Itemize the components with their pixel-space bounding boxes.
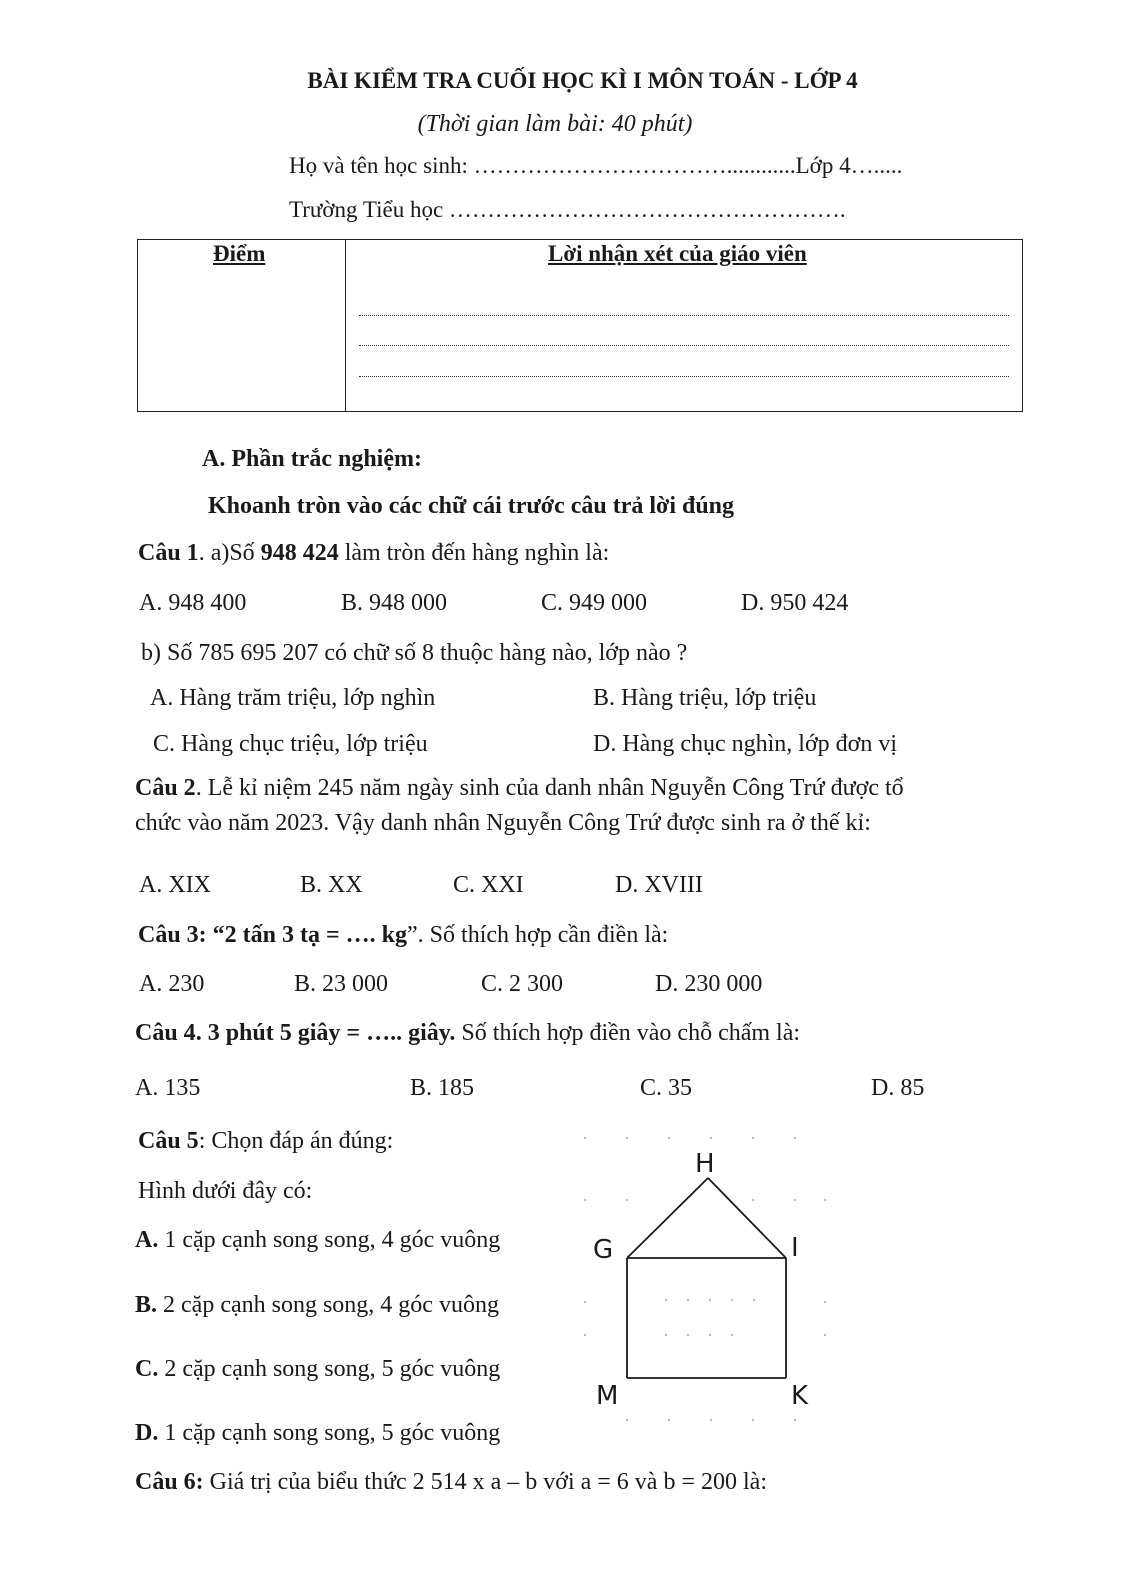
- question-6-stem: [135, 1469, 767, 1496]
- q4-text: Số thích hợp điền vào chỗ chấm là:: [455, 1020, 801, 1046]
- q1-text-a2: làm tròn đến hàng nghìn là:: [338, 540, 610, 566]
- q1a-option-a: A. 948 400: [139, 590, 247, 616]
- question-5-stem: [138, 1128, 393, 1155]
- q1a-option-c: C. 949 000: [541, 590, 648, 616]
- question-1-label: Câu 1: [138, 540, 199, 566]
- page-title: BÀI KIỂM TRA CUỐI HỌC KÌ I MÔN TOÁN - LỚP 4: [307, 68, 858, 93]
- comment-line-1: [359, 315, 1009, 316]
- q1b-option-d: D. Hàng chục nghìn, lớp đơn vị: [593, 731, 898, 757]
- q1b-option-b: B. Hàng triệu, lớp triệu: [593, 685, 817, 711]
- label-i: I: [791, 1233, 799, 1263]
- q2-option-a: A. XIX: [139, 872, 211, 898]
- q1b-option-c: C. Hàng chục triệu, lớp triệu: [153, 731, 428, 757]
- q4-option-a: A. 135: [135, 1075, 201, 1101]
- q2-option-c: C. XXI: [453, 872, 524, 898]
- q3-option-d: D. 230 000: [655, 971, 763, 997]
- q2-option-d: D. XVIII: [615, 872, 703, 898]
- q5-option-a-letter: A.: [135, 1227, 159, 1253]
- house-outline: [627, 1178, 786, 1378]
- label-g: G: [593, 1235, 614, 1265]
- q5-option-d: [135, 1420, 500, 1447]
- q5-option-d-letter: D.: [135, 1420, 159, 1446]
- q5-option-b-text: 2 cặp cạnh song song, 4 góc vuông: [157, 1292, 499, 1318]
- q1a-option-d: D. 950 424: [741, 590, 849, 616]
- q5-option-a: [135, 1227, 500, 1254]
- q1-text-a1: . a)Số: [198, 540, 261, 566]
- comment-line-2: [359, 345, 1009, 346]
- student-name-line: Họ và tên học sinh: ……………………………............Lớp 4….....: [289, 153, 903, 178]
- question-1b-stem: b) Số 785 695 207 có chữ số 8 thuộc hàng nào, lớp nào ?: [141, 640, 688, 666]
- label-h: H: [695, 1149, 715, 1179]
- q5-option-b-letter: B.: [135, 1292, 158, 1318]
- question-3-stem: [138, 922, 668, 949]
- q4-option-c: C. 35: [640, 1075, 693, 1101]
- q5-text: : Chọn đáp án đúng:: [198, 1128, 394, 1154]
- house-figure: [570, 1130, 840, 1430]
- question-3-label: Câu 3: “2 tấn 3 tạ = …. kg: [138, 922, 408, 948]
- q3-option-a: A. 230: [139, 971, 205, 997]
- label-k: K: [791, 1381, 809, 1411]
- section-title: A. Phần trắc nghiệm:: [202, 446, 422, 472]
- question-2-line-2: chức vào năm 2023. Vậy danh nhân Nguyễn Công Trứ được sinh ra ở thế kỉ:: [135, 810, 871, 836]
- q1a-option-b: B. 948 000: [341, 590, 448, 616]
- section-instruction: Khoanh tròn vào các chữ cái trước câu trả lời đúng: [208, 493, 735, 519]
- q4-bold-part: . 3 phút 5 giây = ….. giây.: [195, 1020, 456, 1046]
- question-2-stem: [135, 775, 904, 802]
- question-6-label: Câu 6:: [135, 1469, 204, 1495]
- question-4-stem: [135, 1020, 800, 1047]
- comment-header: Lời nhận xét của giáo viên: [548, 241, 807, 266]
- q5-option-b: [135, 1292, 499, 1319]
- q5-option-c-text: 2 cặp cạnh song song, 5 góc vuông: [158, 1356, 501, 1382]
- q4-option-d: D. 85: [871, 1075, 925, 1101]
- question-5-label: Câu 5: [138, 1128, 199, 1154]
- q2-option-b: B. XX: [300, 872, 363, 898]
- q3-text: ”. Số thích hợp cần điền là:: [407, 922, 669, 948]
- time-limit: (Thời gian làm bài: 40 phút): [417, 111, 693, 137]
- label-m: M: [596, 1381, 619, 1411]
- school-line: Trường Tiểu học …………………………………………….: [289, 197, 846, 222]
- question-2-label: Câu 2: [135, 775, 196, 801]
- score-header: Điểm: [213, 241, 266, 266]
- q5-option-d-text: 1 cặp cạnh song song, 5 góc vuông: [158, 1420, 501, 1446]
- q6-text: Giá trị của biểu thức 2 514 x a – b với a = 6 và b = 200 là:: [203, 1469, 767, 1495]
- q4-option-b: B. 185: [410, 1075, 475, 1101]
- q5-option-c-letter: C.: [135, 1356, 159, 1382]
- q3-option-b: B. 23 000: [294, 971, 389, 997]
- q1b-option-a: A. Hàng trăm triệu, lớp nghìn: [150, 685, 436, 711]
- q5-subtext: Hình dưới đây có:: [138, 1178, 313, 1204]
- q5-option-a-text: 1 cặp cạnh song song, 4 góc vuông: [158, 1227, 501, 1253]
- q2-line-1: . Lễ kỉ niệm 245 năm ngày sinh của danh nhân Nguyễn Công Trứ được tổ: [195, 775, 904, 801]
- q5-option-c: [135, 1356, 500, 1383]
- comment-line-3: [359, 376, 1009, 377]
- question-1-stem: [138, 540, 609, 567]
- q3-option-c: C. 2 300: [481, 971, 564, 997]
- q1-bold-number: 948 424: [260, 540, 339, 566]
- question-4-label: Câu 4: [135, 1020, 196, 1046]
